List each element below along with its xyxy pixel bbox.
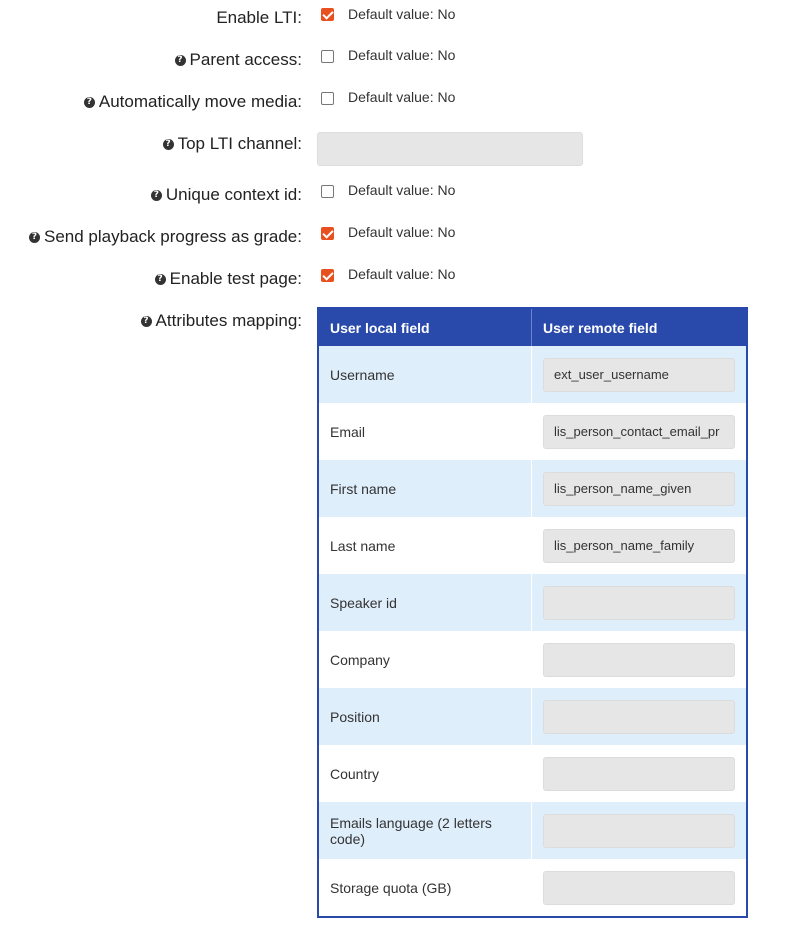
help-icon[interactable]: ?: [84, 97, 95, 108]
remote-field-input[interactable]: [543, 757, 735, 791]
attributes-mapping-table: [317, 307, 748, 918]
remote-field-input[interactable]: ext_user_username: [543, 358, 735, 392]
local-field: Last name: [318, 517, 532, 574]
unique-context-id-default: Default value: No: [348, 182, 456, 198]
enable-lti-label-text: Enable LTI:: [216, 8, 302, 27]
top-lti-channel-input[interactable]: [317, 132, 583, 166]
parent-access-label-text: Parent access:: [189, 50, 302, 69]
remote-field-cell: [532, 802, 748, 859]
table-row: [318, 631, 747, 688]
table-row: [318, 346, 747, 403]
help-icon[interactable]: ?: [151, 190, 162, 201]
local-field: Country: [318, 745, 532, 802]
table-row: [318, 517, 747, 574]
local-field: Company: [318, 631, 532, 688]
remote-field-input[interactable]: [543, 871, 735, 905]
table-row: [318, 688, 747, 745]
remote-field-cell: [532, 460, 748, 517]
local-field: Email: [318, 403, 532, 460]
remote-field-input[interactable]: lis_person_contact_email_pr: [543, 415, 735, 449]
local-field: Storage quota (GB): [318, 859, 532, 917]
enable-lti-checkbox[interactable]: [321, 8, 334, 21]
remote-field-cell: [532, 631, 748, 688]
unique-context-id-label: [151, 185, 302, 205]
header-remote-field: User remote field: [532, 308, 748, 346]
top-lti-channel-label-text: Top LTI channel:: [177, 134, 302, 153]
unique-context-id-checkbox[interactable]: [321, 185, 334, 198]
remote-field-input[interactable]: [543, 700, 735, 734]
header-local-field: User local field: [318, 308, 532, 346]
parent-access-default: Default value: No: [348, 47, 456, 63]
top-lti-channel-label: [163, 134, 302, 154]
help-icon[interactable]: ?: [175, 55, 186, 66]
remote-field-input[interactable]: [543, 643, 735, 677]
remote-field-cell: [532, 688, 748, 745]
help-icon[interactable]: ?: [163, 139, 174, 150]
auto-move-media-label-text: Automatically move media:: [98, 92, 302, 111]
table-row: [318, 403, 747, 460]
table-row: [318, 460, 747, 517]
remote-field-input[interactable]: lis_person_name_given: [543, 472, 735, 506]
table-row: [318, 859, 747, 917]
parent-access-checkbox[interactable]: [321, 50, 334, 63]
remote-field-input[interactable]: [543, 814, 735, 848]
local-field: Username: [318, 346, 532, 403]
remote-field-cell: [532, 745, 748, 802]
table-row: [318, 802, 747, 859]
local-field: Emails language (2 letters code): [318, 802, 532, 859]
remote-field-cell: [532, 346, 748, 403]
auto-move-media-label: [84, 92, 302, 112]
remote-field-cell: [532, 403, 748, 460]
send-playback-label: [29, 227, 302, 247]
local-field: Position: [318, 688, 532, 745]
enable-test-page-label: [155, 269, 302, 289]
enable-test-page-default: Default value: No: [348, 266, 456, 282]
parent-access-label: [175, 50, 302, 70]
enable-test-page-checkbox[interactable]: [321, 269, 334, 282]
help-icon[interactable]: ?: [141, 316, 152, 327]
enable-lti-label: [216, 8, 302, 28]
table-header-row: [318, 308, 747, 346]
help-icon[interactable]: ?: [155, 274, 166, 285]
table-row: [318, 574, 747, 631]
local-field: First name: [318, 460, 532, 517]
remote-field-input[interactable]: lis_person_name_family: [543, 529, 735, 563]
attributes-mapping-label: [141, 311, 302, 331]
remote-field-input[interactable]: [543, 586, 735, 620]
remote-field-cell: [532, 859, 748, 917]
remote-field-cell: [532, 574, 748, 631]
remote-field-cell: [532, 517, 748, 574]
enable-lti-default: Default value: No: [348, 6, 456, 22]
attributes-mapping-label-text: Attributes mapping:: [155, 311, 302, 330]
help-icon[interactable]: ?: [29, 232, 40, 243]
auto-move-media-checkbox[interactable]: [321, 92, 334, 105]
unique-context-id-label-text: Unique context id:: [165, 185, 302, 204]
send-playback-default: Default value: No: [348, 224, 456, 240]
local-field: Speaker id: [318, 574, 532, 631]
send-playback-label-text: Send playback progress as grade:: [44, 227, 302, 246]
send-playback-checkbox[interactable]: [321, 227, 334, 240]
auto-move-media-default: Default value: No: [348, 89, 456, 105]
enable-test-page-label-text: Enable test page:: [169, 269, 302, 288]
table-row: [318, 745, 747, 802]
